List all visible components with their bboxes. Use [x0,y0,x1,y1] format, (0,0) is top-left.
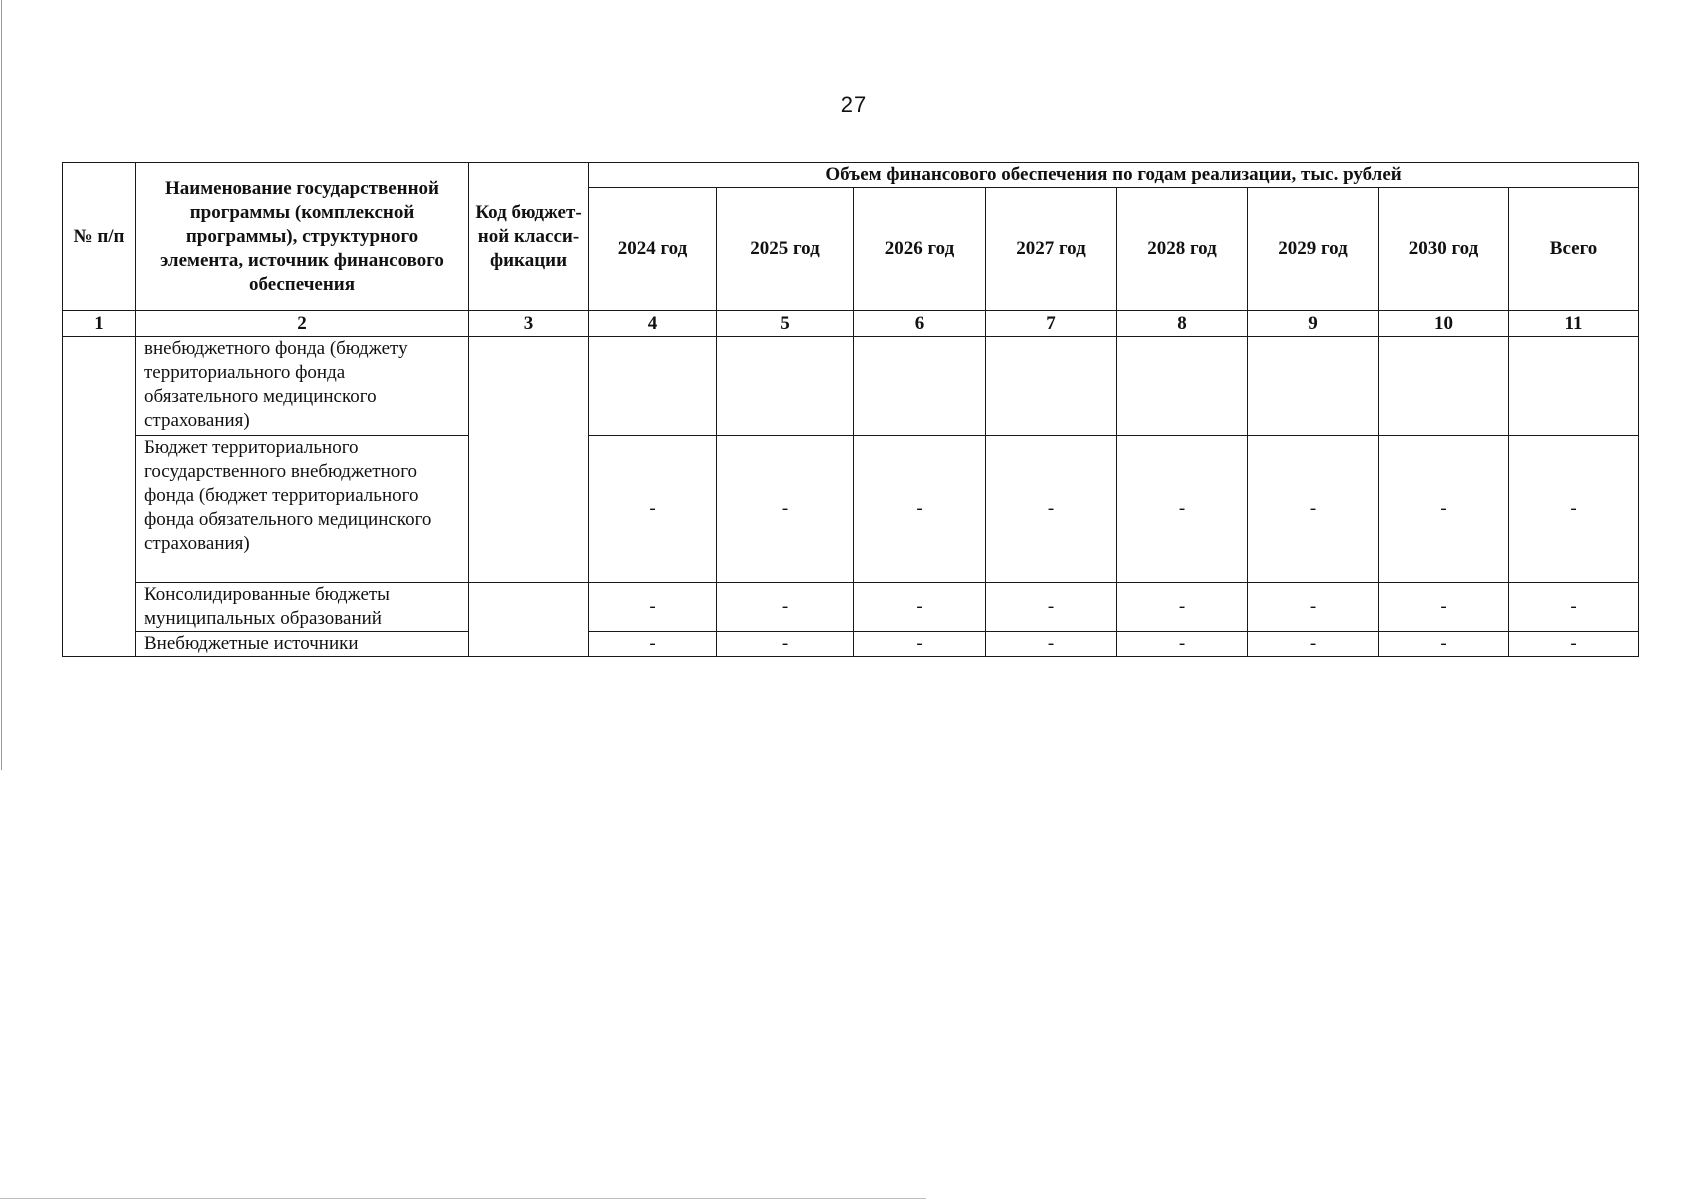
value-cell: - [854,436,986,583]
column-number-row [63,311,1639,337]
header-name: Наименование государственной программы (комплексной программы), структурного элемента, источник финансового обеспечения [136,163,469,311]
value-cell [1117,337,1248,436]
table-row [63,583,1639,632]
value-cell [1379,337,1509,436]
table-row [63,436,1639,583]
header-year-2025: 2025 год [717,188,854,311]
header-year-2028: 2028 год [1117,188,1248,311]
column-number: 10 [1379,311,1509,337]
value-cell [1248,337,1379,436]
scan-bottom-line [0,1198,926,1199]
column-number: 3 [469,311,589,337]
value-cell: - [986,583,1117,632]
table-row [63,632,1639,657]
value-cell [589,337,717,436]
column-number: 5 [717,311,854,337]
column-number: 11 [1509,311,1639,337]
column-number: 1 [63,311,136,337]
value-cell: - [1509,436,1639,583]
value-cell: - [589,583,717,632]
header-total: Всего [1509,188,1639,311]
header-year-2029: 2029 год [1248,188,1379,311]
row-name-cell: Бюджет территориального государственного внебюджетного фонда (бюджет территориального фонда обязательного медицинского страхования) [136,436,469,583]
value-cell: - [1509,583,1639,632]
value-cell: - [1379,632,1509,657]
column-number: 7 [986,311,1117,337]
value-cell: - [1117,436,1248,583]
value-cell: - [986,632,1117,657]
page-number: 27 [840,92,868,117]
column-number: 9 [1248,311,1379,337]
value-cell: - [717,632,854,657]
table-row [63,337,1639,436]
header-year-2027: 2027 год [986,188,1117,311]
column-number: 2 [136,311,469,337]
row-name-cell: Консолидированные бюджеты муниципальных образований [136,583,469,632]
header-row-1 [63,163,1639,188]
row-name-cell: Внебюджетные источники [136,632,469,657]
value-cell: - [1509,632,1639,657]
row-name-cell: внебюджетного фонда (бюджету территориального фонда обязательного медицинского страхования) [136,337,469,436]
value-cell: - [1248,436,1379,583]
value-cell: - [1248,632,1379,657]
column-number: 4 [589,311,717,337]
value-cell [1509,337,1639,436]
value-cell: - [986,436,1117,583]
value-cell: - [1248,583,1379,632]
value-cell: - [1117,632,1248,657]
value-cell: - [717,583,854,632]
value-cell: - [589,632,717,657]
financing-table [62,162,1639,657]
value-cell: - [854,583,986,632]
value-cell: - [1379,436,1509,583]
value-cell [717,337,854,436]
row-num-cell [63,337,136,657]
column-number: 6 [854,311,986,337]
row-code-cell [469,337,589,583]
value-cell: - [854,632,986,657]
column-number: 8 [1117,311,1248,337]
header-volume: Объем финансового обеспечения по годам реализации, тыс. рублей [589,163,1639,188]
value-cell: - [589,436,717,583]
value-cell: - [717,436,854,583]
value-cell: - [1117,583,1248,632]
value-cell [986,337,1117,436]
header-year-2024: 2024 год [589,188,717,311]
header-code: Код бюджет-ной класси-фикации [469,163,589,311]
value-cell: - [1379,583,1509,632]
row-code-cell [469,583,589,657]
value-cell [854,337,986,436]
header-year-2026: 2026 год [854,188,986,311]
header-num: № п/п [63,163,136,311]
header-year-2030: 2030 год [1379,188,1509,311]
